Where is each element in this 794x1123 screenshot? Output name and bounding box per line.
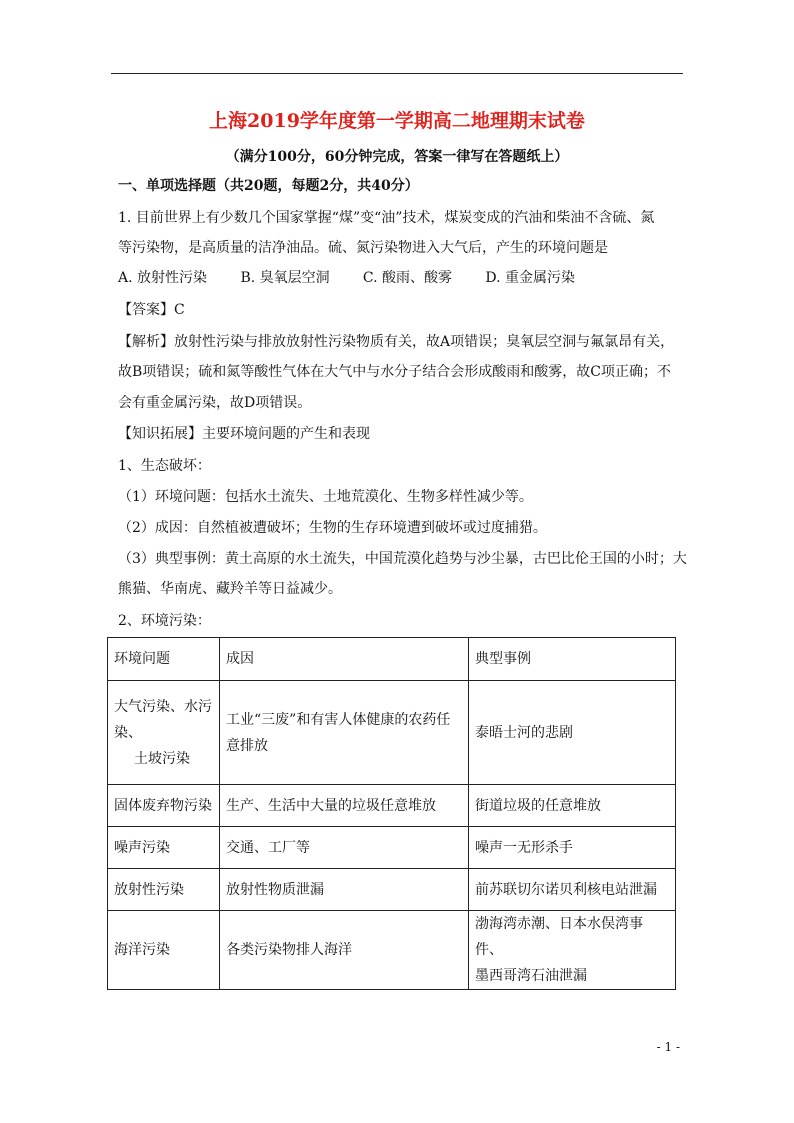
analysis-label: 【解析】 bbox=[118, 334, 174, 350]
table-cell: 放射性物质泄漏 bbox=[220, 869, 469, 911]
header-rule bbox=[111, 73, 683, 74]
table-cell: 交通、工厂等 bbox=[220, 827, 469, 869]
knowledge-extension bbox=[118, 424, 370, 444]
table-cell: 噪声污染 bbox=[108, 827, 220, 869]
table-header-row bbox=[108, 638, 676, 681]
section-heading: 一、单项选择题（共20题，每题2分，共40分） bbox=[118, 178, 419, 194]
table-row bbox=[108, 827, 676, 869]
analysis-line-1: 【解析】放射性污染与排放放射性污染物质有关，故A项错误；臭氧层空洞与氟氯昂有关， bbox=[118, 334, 675, 350]
answer-line bbox=[118, 300, 185, 320]
question-1-line-2: 等污染物，是高质量的洁净油品。硫、氮污染物进入大气后，产生的环境问题是 bbox=[118, 240, 608, 256]
question-1-options bbox=[118, 268, 575, 288]
answer-label: 【答案】 bbox=[118, 302, 174, 318]
header-cell: 成因 bbox=[220, 638, 469, 681]
extension-title: 主要环境问题的产生和表现 bbox=[202, 426, 370, 442]
table-cell: 放射性污染 bbox=[108, 869, 220, 911]
table-cell: 渤海湾赤潮、日本水俣湾事件、 墨西哥湾石油泄漏 bbox=[469, 911, 676, 990]
header-cell: 环境问题 bbox=[108, 638, 220, 681]
page-subtitle: （满分100分，60分钟完成，答案一律写在答题纸上） bbox=[225, 149, 569, 165]
pollution-heading: 2、环境污染： bbox=[118, 613, 211, 629]
option-b: B. 臭氧层空洞 bbox=[240, 270, 330, 286]
analysis-line-3: 会有重金属污染，故D项错误。 bbox=[118, 395, 312, 411]
option-a: A. 放射性污染 bbox=[118, 270, 208, 286]
page-title: 上海2019学年度第一学期高二地理期末试卷 bbox=[209, 110, 585, 132]
table-row bbox=[108, 869, 676, 911]
option-d: D. 重金属污染 bbox=[485, 270, 575, 286]
eco-point-1: （1）环境问题：包括水土流失、土地荒漠化、生物多样性减少等。 bbox=[118, 489, 533, 505]
option-c: C. 酸雨、酸雾 bbox=[362, 270, 453, 286]
question-1-line-1: 1. 目前世界上有少数几个国家掌握“煤”变“油”技术，煤炭变成的汽油和柴油不含硫、氮 bbox=[118, 210, 655, 226]
pollution-table bbox=[107, 637, 676, 990]
extension-label: 【知识拓展】 bbox=[118, 426, 202, 442]
table-cell: 街道垃圾的任意堆放 bbox=[469, 785, 676, 827]
table-cell: 大气污染、水污 染、 土坡污染 bbox=[108, 681, 220, 785]
table-cell: 前苏联切尔诺贝利核电站泄漏 bbox=[469, 869, 676, 911]
header-cell: 典型事例 bbox=[469, 638, 676, 681]
table-cell: 泰晤士河的悲剧 bbox=[469, 681, 676, 785]
eco-point-2: （2）成因：自然植被遭破坏；生物的生存环境遭到破坏或过度捕猎。 bbox=[118, 520, 547, 536]
analysis-line-2: 故B项错误；硫和氮等酸性气体在大气中与水分子结合会形成酸雨和酸雾，故C项正确；不 bbox=[118, 364, 671, 380]
table-row bbox=[108, 681, 676, 785]
table-cell: 工业“三废”和有害人体健康的农药任 意排放 bbox=[220, 681, 469, 785]
table-row bbox=[108, 785, 676, 827]
eco-point-3a: （3）典型事例：黄土高原的水土流失，中国荒漠化趋势与沙尘暴，古巴比伦王国的小时；大 bbox=[118, 551, 687, 567]
page-number: - 1 - bbox=[656, 1040, 680, 1054]
table-cell: 海洋污染 bbox=[108, 911, 220, 990]
eco-heading: 1、生态破坏： bbox=[118, 458, 211, 474]
answer-value: C bbox=[174, 302, 185, 318]
eco-point-3b: 熊猫、华南虎、藏羚羊等日益减少。 bbox=[118, 581, 342, 597]
table-cell: 固体废弃物污染 bbox=[108, 785, 220, 827]
table-cell: 各类污染物排人海洋 bbox=[220, 911, 469, 990]
table-cell: 生产、生活中大量的垃圾任意堆放 bbox=[220, 785, 469, 827]
table-row bbox=[108, 911, 676, 990]
table-cell: 噪声一无形杀手 bbox=[469, 827, 676, 869]
